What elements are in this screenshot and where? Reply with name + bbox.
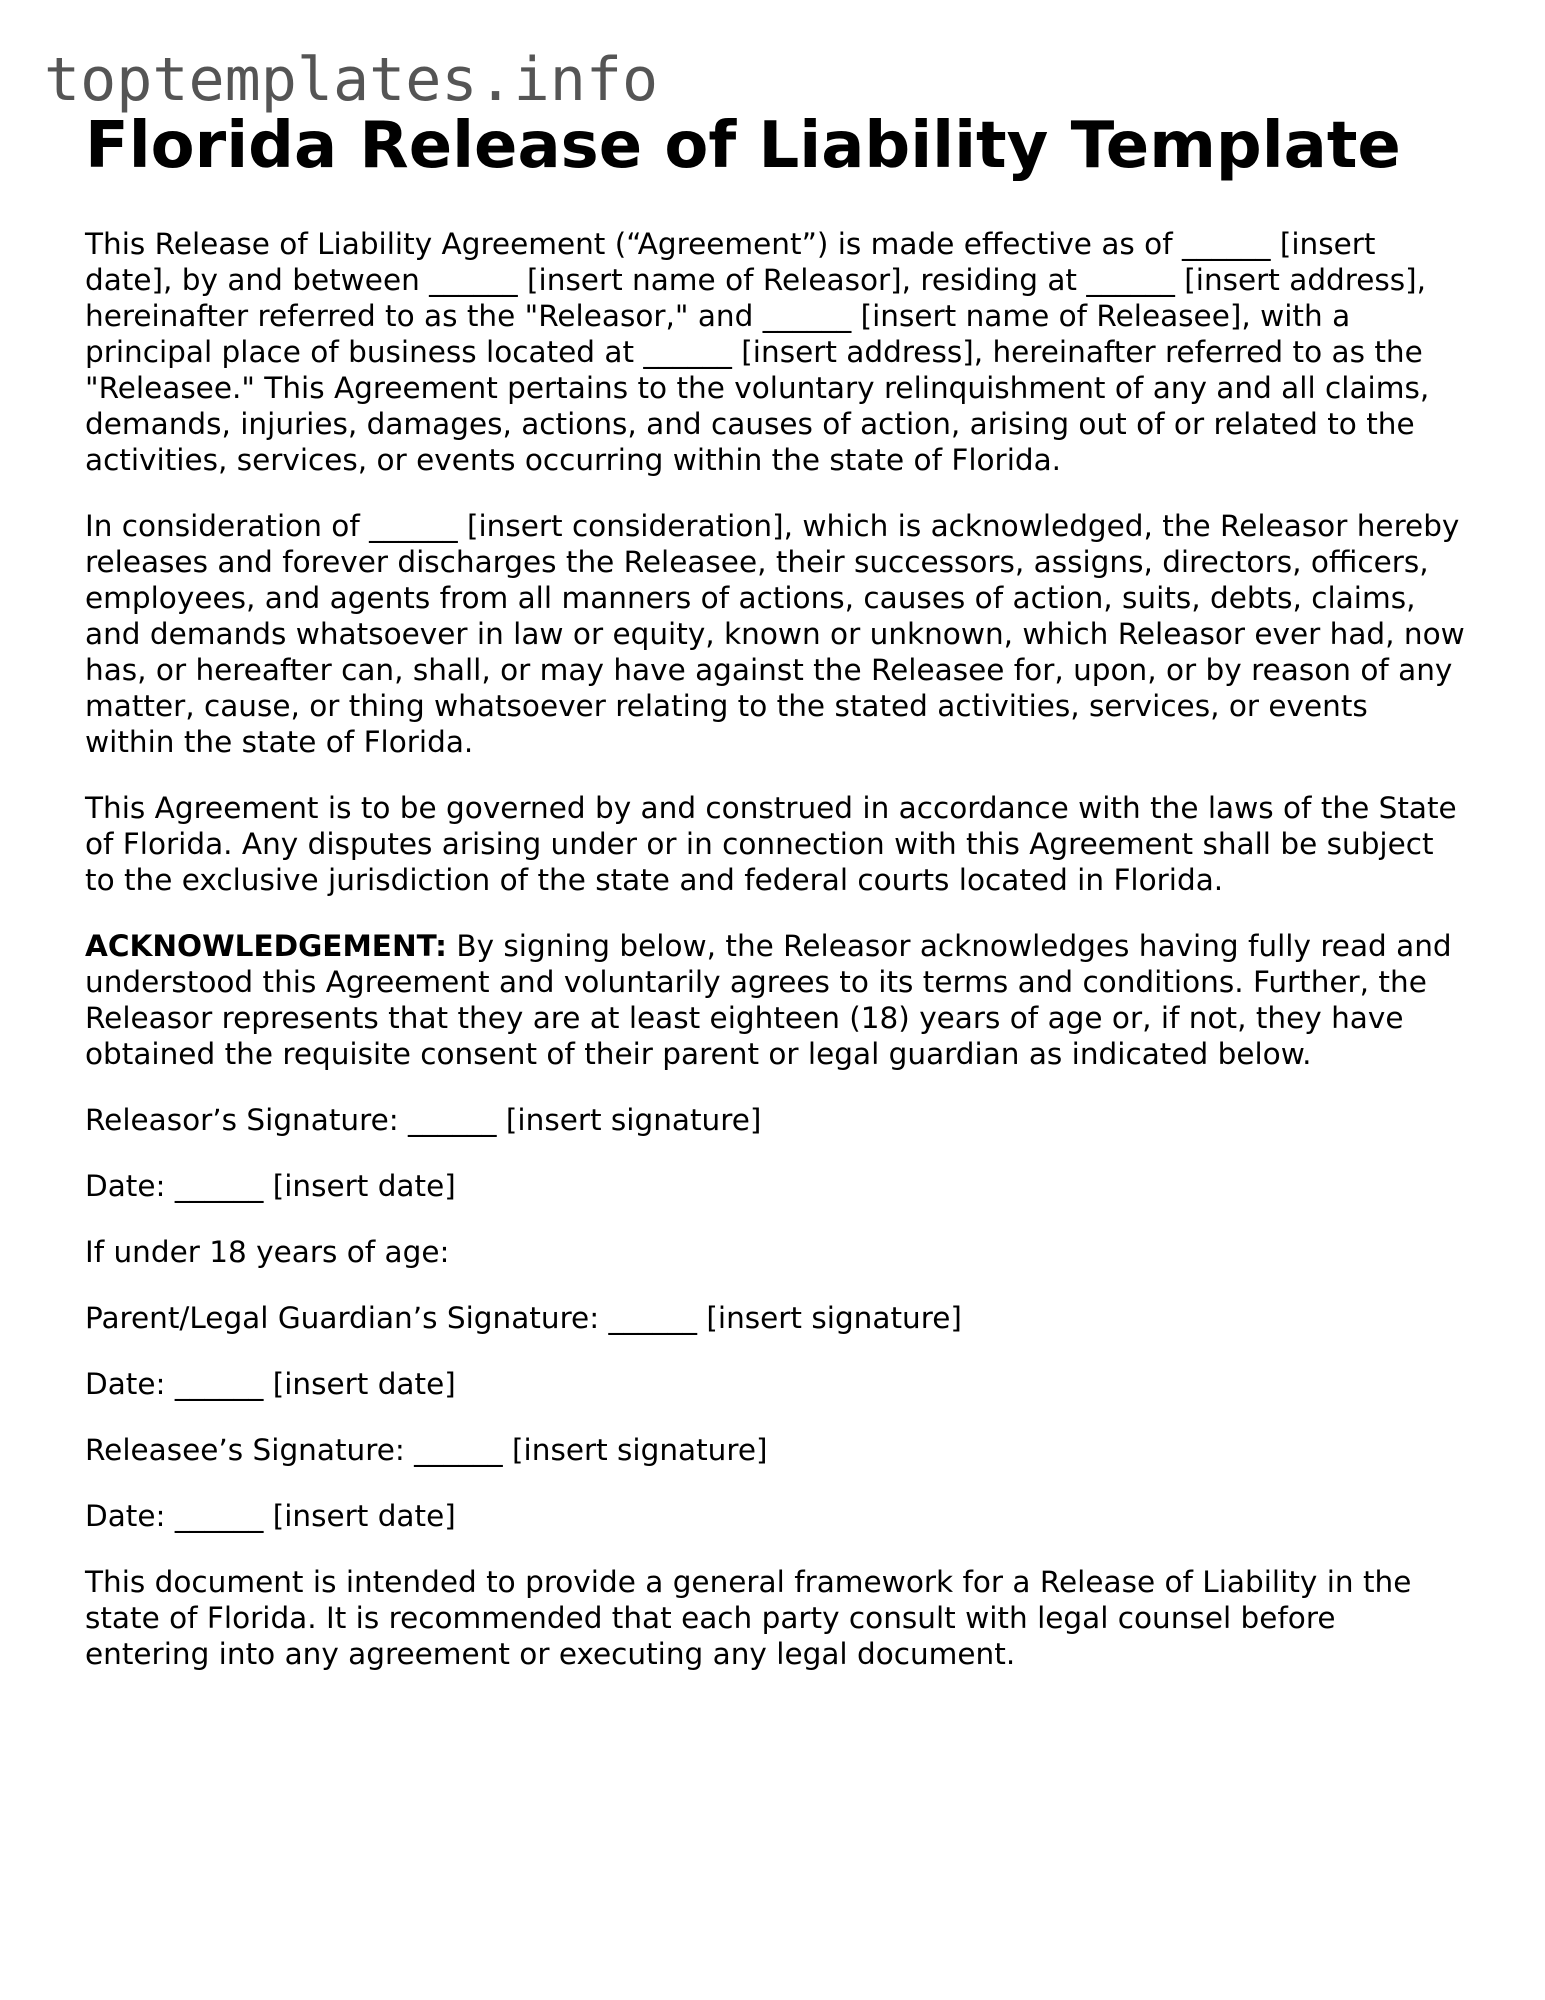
releasee-date-line: Date: ______ [insert date] [85,1499,456,1533]
under-18-note: If under 18 years of age: [85,1235,450,1269]
document-body [85,108,1465,1702]
intro-paragraph: This Release of Liability Agreement (“Agreement”) is made effective as of ______ [insert date], by and between ______ [insert name of Releasor], residing at ______ [insert address], hereinafter referred to as the "Releasor," and ______ [insert name of Releasee], with a principal place of business located at ______ [insert address], hereinafter referred to as the "Releasee." This Agreement pertains to the voluntary relinquishment of any and all claims, demands, injuries, damages, actions, and causes of action, arising out of or related to the activities, services, or events occurring within the state of Florida. [85,227,1430,477]
consideration-paragraph: In consideration of ______ [insert consideration], which is acknowledged, the Releasor hereby releases and forever discharges the Releasee, their successors, assigns, directors, officers, employees, and agents from all manners of actions, causes of action, suits, debts, claims, and demands whatsoever in law or equity, known or unknown, which Releasor ever had, now has, or hereafter can, shall, or may have against the Releasee for, upon, or by reason of any matter, cause, or thing whatsoever relating to the stated activities, services, or events within the state of Florida. [85,509,1465,759]
governing-law-paragraph: This Agreement is to be governed by and construed in accordance with the laws of the State of Florida. Any disputes arising under or in connection with this Agreement shall be subject to the exclusive jurisdiction of the state and federal courts located in Florida. [85,791,1457,897]
releasor-date-line: Date: ______ [insert date] [85,1169,456,1203]
watermark: toptemplates.info [44,45,659,115]
acknowledgement-label: ACKNOWLEDGEMENT: [85,929,447,963]
page-title: Florida Release of Liability Template [85,109,1401,183]
disclaimer-paragraph: This document is intended to provide a general framework for a Release of Liability in the state of Florida. It is recommended that each party consult with legal counsel before entering into any agreement or executing any legal document. [85,1565,1412,1671]
acknowledgement-text: By signing below, the Releasor acknowledges having fully read and understood this Agreement and voluntarily agrees to its terms and conditions. Further, the Releasor represents that they are at least eighteen (18) years of age or, if not, they have obtained the requisite consent of their parent or legal guardian as indicated below. [85,929,1452,1071]
guardian-signature-line: Parent/Legal Guardian’s Signature: ______ [insert signature] [85,1301,962,1335]
acknowledgement-paragraph [85,928,1465,1072]
releasor-signature-line: Releasor’s Signature: ______ [insert signature] [85,1103,762,1137]
guardian-date-line: Date: ______ [insert date] [85,1367,456,1401]
releasee-signature-line: Releasee’s Signature: ______ [insert signature] [85,1433,768,1467]
